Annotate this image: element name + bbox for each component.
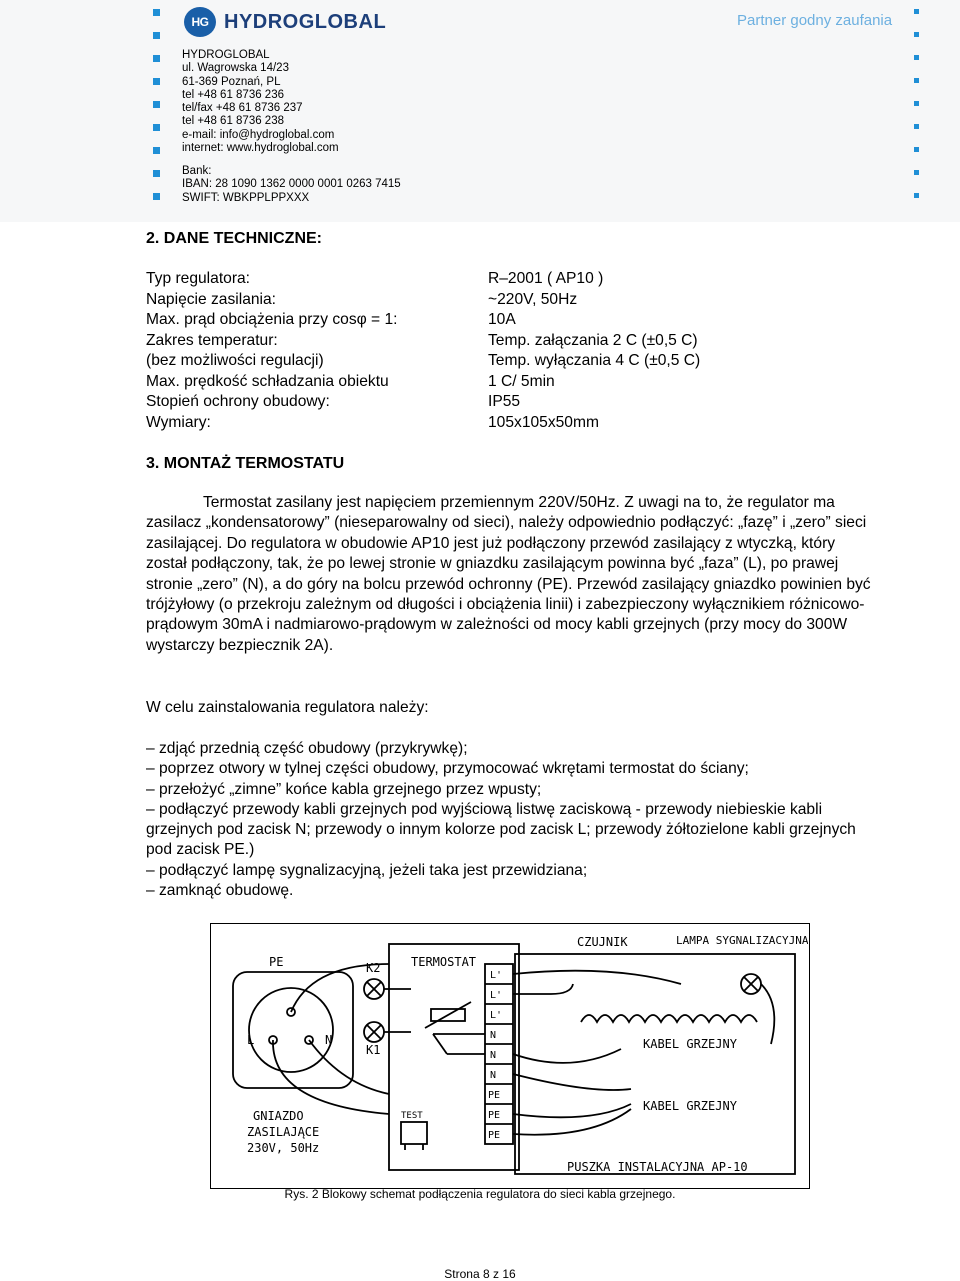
list-item: – podłączyć lampę sygnalizacyjną, jeżeli taka jest przewidziana;: [146, 861, 588, 879]
address-line: tel +48 61 8736 236: [182, 88, 284, 101]
terminal-label: PE: [488, 1090, 501, 1101]
page-number: Strona 8 z 16: [444, 1267, 516, 1281]
address-block: [182, 49, 339, 155]
label-test: TEST: [401, 1111, 423, 1121]
decor-square: [153, 55, 160, 62]
spec-label: (bez możliwości regulacji): [146, 352, 324, 369]
label-k1: K1: [366, 1043, 381, 1057]
list-item: – zamknąć obudowę.: [146, 882, 294, 900]
logo-badge-icon: HG: [184, 7, 216, 37]
tagline: Partner godny zaufania: [737, 12, 893, 29]
list-item: – poprzez otwory w tylnej części obudowy, przymocować wkrętami termostat do ściany;: [146, 760, 749, 778]
company-logo: [184, 6, 386, 38]
address-line: tel +48 61 8736 238: [182, 115, 284, 128]
terminal-label: PE: [488, 1130, 501, 1141]
decor-square: [914, 193, 919, 198]
label-n: N: [325, 1033, 333, 1047]
section-heading-installation: 3. MONTAŻ TERMOSTATU: [146, 455, 345, 472]
spec-label: Wymiary:: [146, 413, 211, 431]
bank-line: IBAN: 28 1090 1362 0000 0001 0263 7415: [182, 178, 401, 191]
wiring-diagram: [210, 923, 810, 1189]
decor-square: [914, 170, 919, 175]
label-lampa: LAMPA SYGNALIZACYJNA: [676, 934, 808, 947]
terminal-label: N: [490, 1030, 497, 1041]
spec-value: IP55: [488, 393, 521, 410]
terminal-label: N: [490, 1070, 497, 1081]
list-item: – podłączyć przewody kabli grzejnych pod wyjściową listwę zaciskową - przewody niebieskie kabli grzejnych pod zacisk N; przewody o innym kolorze pod zacisk L; przewody żółtozielone kabli grzejnych pod zacisk PE.): [146, 800, 856, 859]
label-k2: K2: [366, 961, 381, 975]
address-line: 61-369 Poznań, PL: [182, 75, 281, 88]
paragraph-body: Z uwagi na to, że regulator ma zasilacz „kondensatorowy” (nieseparowalny od sieci), należy odpowiednio podłączyć: „fazę” i „zero” sieci zasilającej. Do regulatora w obudowie AP10 jest już podłączony przewód zasilający z wtyczką, który został podłączony, tak, że po lewej stronie w gniazdku zasilającym powinna być „faza” (L), po prawej stronie „zero” (N), a do góry na bolcu przewód ochronny (PE). Przewód zasilający gniazdko powinien być trójżyłowy (o przekroju zależnym od długości i obciążenia linii) i zabezpieczony wyłącznikiem różnicowo-prądowym 30mA i nadmiarowo-prądowym w zależności od mocy kabli grzejnych (przy mocy do 300W wystarczy bezpiecznik 2A).: [146, 494, 871, 654]
label-l: L: [247, 1033, 255, 1047]
spec-value: Temp. wyłączania 4 C (±0,5 C): [488, 352, 701, 369]
decor-square: [153, 170, 160, 177]
steps-intro: W celu zainstalowania regulatora należy:: [146, 699, 429, 716]
terminal-label: L': [490, 970, 503, 981]
bank-line: SWIFT: WBKPPLPPXXX: [182, 191, 310, 204]
label-czujnik: CZUJNIK: [577, 935, 628, 949]
spec-value: 105x105x50mm: [488, 413, 599, 431]
spec-label: Max. prędkość schładzania obiektu: [146, 372, 389, 390]
address-line: tel/fax +48 61 8736 237: [182, 102, 303, 115]
section-heading-technical-data: 2. DANE TECHNICZNE:: [146, 230, 323, 247]
decor-square: [914, 9, 919, 14]
spec-label: Max. prąd obciążenia przy cosφ = 1:: [146, 311, 398, 328]
decor-square: [153, 124, 160, 131]
label-gniazdo: 230V, 50Hz: [247, 1141, 320, 1155]
label-gniazdo: GNIAZDO: [253, 1109, 304, 1123]
decor-square: [914, 55, 919, 60]
label-gniazdo: ZASILAJĄCE: [247, 1125, 320, 1139]
terminal-label: L': [490, 1010, 503, 1021]
figure-caption: Rys. 2 Blokowy schemat podłączenia regulatora do sieci kabla grzejnego.: [284, 1187, 676, 1201]
terminal-label: L': [490, 990, 503, 1001]
address-line: HYDROGLOBAL: [182, 49, 270, 61]
decor-square: [153, 32, 160, 39]
terminal-label: N: [490, 1050, 497, 1061]
website-line: internet: www.hydroglobal.com: [182, 142, 339, 155]
spec-value: 1 C/ 5min: [488, 372, 555, 390]
decor-square: [153, 78, 160, 85]
decor-square: [914, 147, 919, 152]
bank-line: Bank:: [182, 165, 212, 177]
decor-square: [153, 101, 160, 108]
spec-value: 10A: [488, 311, 516, 328]
spec-label: Stopień ochrony obudowy:: [146, 393, 330, 410]
spec-value: ~220V, 50Hz: [488, 290, 578, 308]
label-puszka: PUSZKA INSTALACYJNA AP-10: [567, 1160, 748, 1174]
paragraph-intro: Termostat zasilany jest napięciem przemiennym 220V/50Hz.: [203, 494, 620, 511]
decor-square: [153, 9, 160, 16]
decor-square: [153, 193, 160, 200]
list-item: – przełożyć „zimne” końce kabla grzejnego przez wpusty;: [146, 780, 542, 798]
spec-label: Typ regulatora:: [146, 270, 251, 287]
email-line: e-mail: info@hydroglobal.com: [182, 128, 335, 141]
label-pe: PE: [269, 955, 284, 969]
spec-label: Zakres temperatur:: [146, 331, 278, 349]
bank-block: [182, 165, 401, 205]
logo-name: HYDROGLOBAL: [224, 10, 387, 33]
list-item: – zdjąć przednią część obudowy (przykrywkę);: [146, 740, 468, 757]
address-line: ul. Wagrowska 14/23: [182, 62, 289, 75]
decor-square: [914, 124, 919, 129]
label-termostat: TERMOSTAT: [411, 955, 477, 969]
wiring-diagram-svg: [211, 924, 808, 1187]
decor-square: [153, 147, 160, 154]
decor-square: [914, 32, 919, 37]
installation-steps: [146, 739, 886, 901]
terminal-label: PE: [488, 1110, 501, 1121]
spec-value: R–2001 ( AP10 ): [488, 270, 604, 287]
decor-square: [914, 78, 919, 83]
spec-label: Napięcie zasilania:: [146, 290, 277, 308]
label-kabel-2: KABEL GRZEJNY: [643, 1099, 737, 1113]
spec-value: Temp. załączania 2 C (±0,5 C): [488, 331, 698, 349]
decor-square: [914, 101, 919, 106]
letterhead: [0, 0, 960, 222]
installation-paragraph: [146, 493, 876, 656]
label-kabel-1: KABEL GRZEJNY: [643, 1037, 737, 1051]
